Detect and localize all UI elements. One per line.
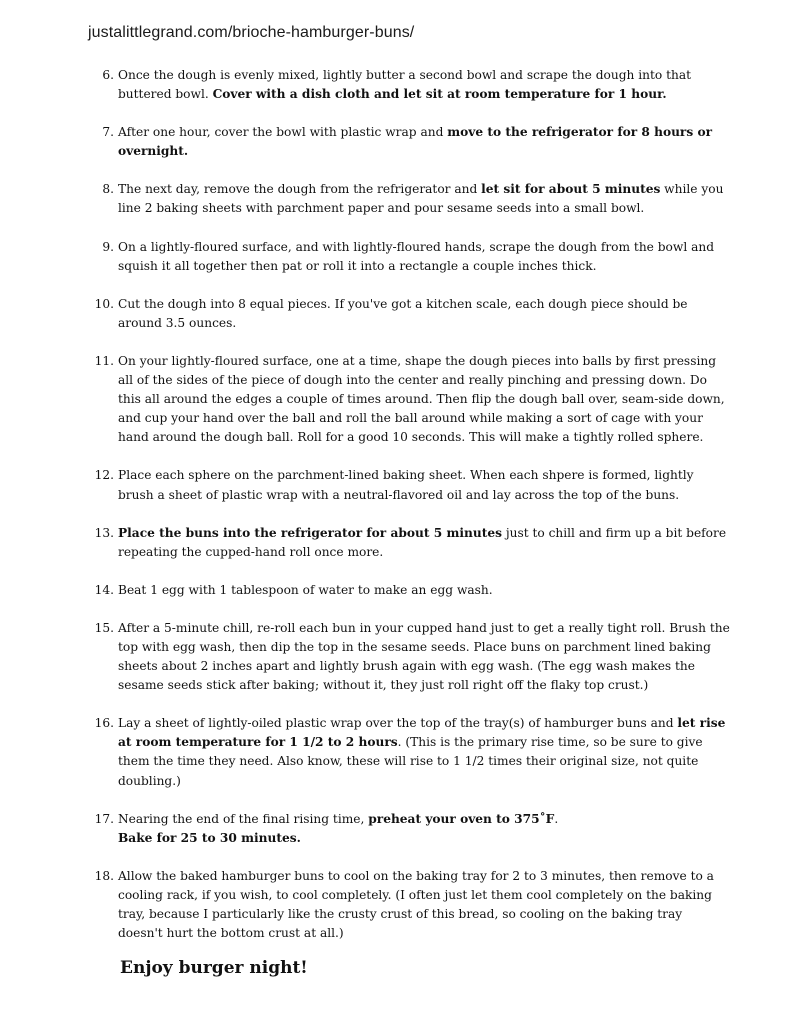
step-emphasis: move to the refrigerator for 8 hours or overnight. bbox=[118, 125, 713, 159]
list-item bbox=[102, 180, 730, 218]
list-item bbox=[102, 123, 730, 161]
step-number: 9. bbox=[102, 239, 114, 254]
step-emphasis: let rise at room temperature for 1 1/2 to 2 hours bbox=[118, 716, 726, 750]
step-text: Lay a sheet of lightly-oiled plastic wrap over the top of the tray(s) of hamburger buns and bbox=[118, 716, 678, 731]
list-item bbox=[94, 466, 730, 504]
step-number: 15. bbox=[94, 620, 114, 635]
step-number: 14. bbox=[94, 582, 114, 597]
step-text: Place each sphere on the parchment-lined baking sheet. When each shpere is formed, lightly brush a sheet of plastic wrap with a neutral-flavored oil and lay across the top of the buns. bbox=[118, 468, 694, 502]
step-text: After a 5-minute chill, re-roll each bun in your cupped hand just to get a really tight roll. Brush the top with egg wash, then dip the top in the sesame seeds. Place buns on parchment lined baking sheets about 2 inches apart and lightly brush again with egg wash. (The egg wash makes the sesame seeds stick after baking; without it, they just roll right off the flaky top crust.) bbox=[118, 620, 730, 693]
step-number: 18. bbox=[94, 868, 114, 883]
step-emphasis: let sit for about 5 minutes bbox=[481, 182, 661, 197]
step-emphasis: Cover with a dish cloth and let sit at room temperature for 1 hour. bbox=[212, 87, 667, 102]
step-text: On a lightly-floured surface, and with lightly-floured hands, scrape the dough from the bowl and squish it all together then pat or roll it into a rectangle a couple inches thick. bbox=[118, 239, 715, 273]
list-item bbox=[94, 714, 730, 790]
step-number: 13. bbox=[94, 525, 114, 540]
step-number: 12. bbox=[94, 468, 114, 483]
closing-line: Enjoy burger night! bbox=[120, 958, 308, 978]
list-item bbox=[94, 581, 730, 600]
step-number: 7. bbox=[102, 125, 114, 140]
step-emphasis: preheat your oven to 375˚F bbox=[368, 811, 555, 826]
source-url: justalittlegrand.com/brioche-hamburger-buns/ bbox=[88, 24, 415, 41]
step-text: Allow the baked hamburger buns to cool on the baking tray for 2 to 3 minutes, then remove to a cooling rack, if you wish, to cool completely. (I often just let them cool completely on the baking tray, because I particularly like the crusty crust of this bread, so cooling on the baking tray doesn't hurt the bottom crust at all.) bbox=[118, 868, 714, 941]
list-item bbox=[102, 238, 730, 276]
step-number: 11. bbox=[94, 353, 114, 368]
list-item bbox=[94, 352, 730, 447]
step-text: . bbox=[554, 811, 559, 826]
step-number: 8. bbox=[102, 182, 114, 197]
step-text: On your lightly-floured surface, one at a time, shape the dough pieces into balls by first pressing all of the sides of the piece of dough into the center and really pinching and pressing down. Do this all around the edges a couple of times around. Then flip the dough ball over, seam-side down, and cup your hand over the ball and roll the ball around while making a sort of cage with your hand around the dough ball. Roll for a good 10 seconds. This will make a tightly rolled sphere. bbox=[118, 353, 725, 445]
step-number: 17. bbox=[94, 811, 114, 826]
step-text: After one hour, cover the bowl with plastic wrap and bbox=[118, 125, 448, 140]
step-text: Once the dough is evenly mixed, lightly butter a second bowl and scrape the dough into that buttered bowl. bbox=[118, 68, 691, 102]
step-text: while you line 2 baking sheets with parchment paper and pour sesame seeds into a small bowl. bbox=[118, 182, 724, 216]
step-text: Nearing the end of the final rising time, bbox=[118, 811, 369, 826]
instruction-list bbox=[0, 66, 791, 962]
step-text: just to chill and firm up a bit before repeating the cupped-hand roll once more. bbox=[118, 525, 727, 559]
list-item bbox=[94, 867, 730, 943]
step-number: 6. bbox=[102, 68, 114, 82]
step-emphasis: Place the buns into the refrigerator for about 5 minutes bbox=[118, 525, 502, 540]
step-text: . (This is the primary rise time, so be sure to give them the time they need. Also know, these will rise to 1 1/2 times their original size, not quite doubling.) bbox=[118, 735, 703, 788]
step-text: Beat 1 egg with 1 tablespoon of water to make an egg wash. bbox=[118, 582, 493, 597]
list-item bbox=[94, 810, 730, 848]
list-item bbox=[94, 619, 730, 695]
list-item bbox=[94, 524, 730, 562]
step-number: 10. bbox=[94, 296, 114, 311]
step-text: Cut the dough into 8 equal pieces. If you've got a kitchen scale, each dough piece should be around 3.5 ounces. bbox=[118, 296, 688, 330]
list-item bbox=[102, 66, 730, 104]
list-item bbox=[94, 295, 730, 333]
step-text: The next day, remove the dough from the refrigerator and bbox=[118, 182, 482, 197]
step-emphasis: Bake for 25 to 30 minutes. bbox=[118, 830, 301, 845]
step-number: 16. bbox=[94, 716, 114, 731]
